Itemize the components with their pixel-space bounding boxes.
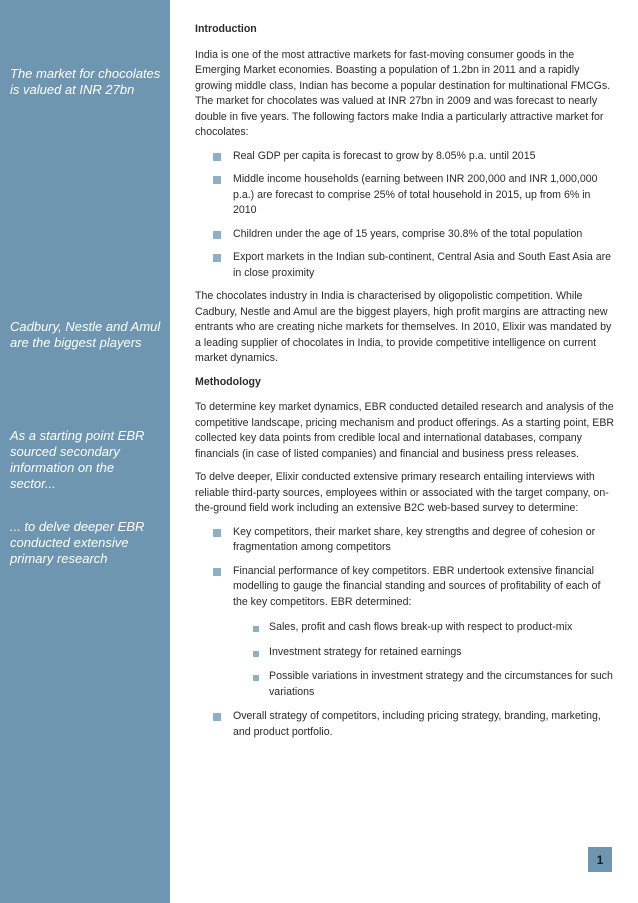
square-bullet-icon — [213, 254, 221, 262]
square-bullet-icon — [213, 713, 221, 721]
small-square-bullet-icon — [253, 675, 259, 681]
callout-biggest-players: Cadbury, Nestle and Amul are the biggest players — [10, 319, 161, 350]
methodology-paragraph-1: To determine key market dynamics, EBR conducted detailed research and analysis of the competitive landscape, pricing mechanism and product offerings. As a starting point, EBR collected key data points from credible local and international databases, company financials (in case of listed companies) and financial and business press releases. — [195, 401, 615, 460]
sub-list-item: Investment strategy for retained earnings — [233, 645, 615, 661]
list-item: Key competitors, their market share, key strengths and degree of cohesion or fragmentation among competitors — [195, 525, 615, 556]
list-item: Real GDP per capita is forecast to grow by 8.05% p.a. until 2015 — [195, 149, 615, 165]
sub-list-item: Possible variations in investment strategy and the circumstances for such variations — [233, 669, 615, 700]
list-item: Middle income households (earning between INR 200,000 and INR 1,000,000 p.a.) are forecast to comprise 25% of total household in 2015, up from 6% in 2010 — [195, 172, 615, 219]
introduction-heading: Introduction — [195, 23, 257, 35]
main-content — [195, 22, 615, 748]
sidebar — [0, 0, 170, 903]
intro-factor-list — [195, 149, 615, 282]
square-bullet-icon — [213, 153, 221, 161]
callout-market-value: The market for chocolates is valued at INR 27bn — [10, 66, 161, 97]
list-item: Financial performance of key competitors. EBR undertook extensive financial modelling to gauge the financial standing and sources of profitability of each of the key competitors. EBR determined: Sales, profit and cash flows break-up with respect to product-mix Investment strategy for retained earnings Possible variations in investment strategy and the circumstances for such variations — [195, 564, 615, 701]
square-bullet-icon — [213, 176, 221, 184]
list-item: Overall strategy of competitors, including pricing strategy, branding, marketing, and product portfolio. — [195, 709, 615, 740]
callout-secondary-info: As a starting point EBR sourced secondary information on the sector... — [10, 428, 145, 491]
financial-sub-list — [233, 620, 615, 700]
page-number: 1 — [588, 847, 612, 872]
list-item: Children under the age of 15 years, comprise 30.8% of the total population — [195, 227, 615, 243]
intro-paragraph-1: India is one of the most attractive markets for fast-moving consumer goods in the Emerging Market economies. Boasting a population of 1.2bn in 2011 and a rapidly growing middle class, Indian has become a popular destination for multinational FMCGs. The market for chocolates was valued at INR 27bn in 2009 and was forecast to nearly double in five years. The following factors make India a particularly attractive market for chocolates: — [195, 48, 611, 138]
square-bullet-icon — [213, 568, 221, 576]
small-square-bullet-icon — [253, 626, 259, 632]
intro-paragraph-2: The chocolates industry in India is characterised by oligopolistic competition. While Cadbury, Nestle and Amul are the biggest players, high profit margins are attracting new entrants who are creating niche markets for themselves. In 2010, Elixir was mandated by a leading supplier of chocolates in India, to provide competitive intelligence on current market dynamics. — [195, 290, 612, 364]
square-bullet-icon — [213, 231, 221, 239]
methodology-heading: Methodology — [195, 375, 261, 388]
small-square-bullet-icon — [253, 651, 259, 657]
square-bullet-icon — [213, 529, 221, 537]
callout-primary-research: ... to delve deeper EBR conducted extensive primary research — [10, 519, 145, 566]
methodology-paragraph-2: To delve deeper, Elixir conducted extensive primary research entailing interviews with reliable third-party sources, employees within or associated with the target company, on-the-ground field work including an extensive B2C web-based survey to determine: — [195, 471, 609, 514]
list-item: Export markets in the Indian sub-continent, Central Asia and South East Asia are in close proximity — [195, 250, 615, 281]
sub-list-item: Sales, profit and cash flows break-up with respect to product-mix — [233, 620, 615, 636]
methodology-list — [195, 525, 615, 741]
